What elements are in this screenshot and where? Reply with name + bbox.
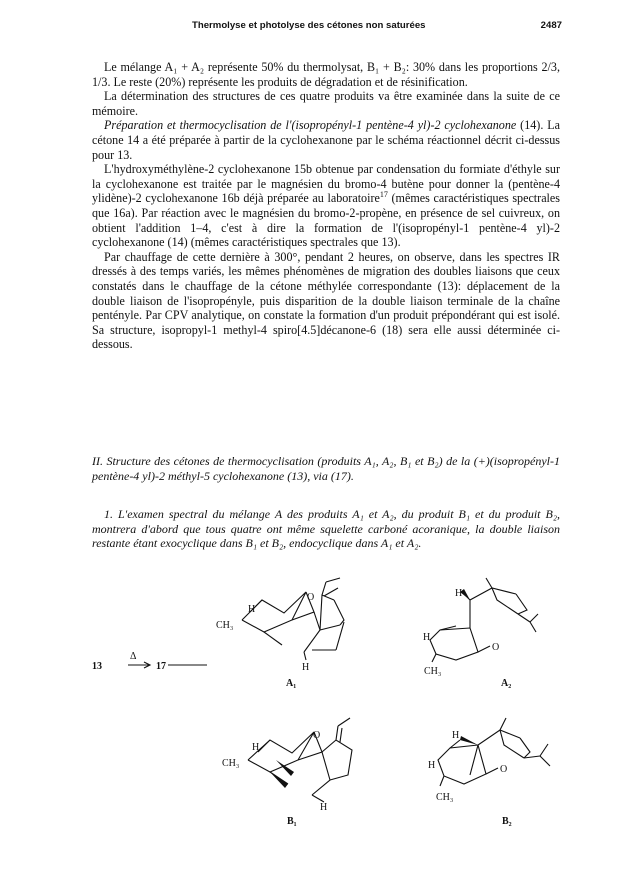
synthesis-text-a: L'hydroxyméthylène-2 cyclohexanone 15b obtenue par condensation du formiate d'éthyle sur la cyclohexanone est traitée par le magnésien du bromo-4 butène pour donner la (pentène-4 ylidène)-2 cyclohexanone 16b déjà préparée au laboratoire <box>92 162 560 206</box>
a2-product-label: A₂ <box>501 678 512 689</box>
a1-ch3-label: CH₃ <box>216 620 234 631</box>
a2-h2-label: H <box>423 632 431 643</box>
a2-h-label: H <box>455 588 463 599</box>
section-text: 1. L'examen spectral du mélange A des produits A₁ et A₂, du produit B₁ et du produit B₂, montrera d'abord que tous quatre ont même squelette carboné acoranique, la double liaison restante étant exocyclique dans B₁ et B₂, endocyclique dans A₁ et A₂. <box>92 507 560 551</box>
running-title: Thermolyse et photolyse des cétones non saturées <box>192 20 426 31</box>
a2-o-label: O <box>492 642 500 653</box>
compound-17-label: 17 <box>156 661 166 672</box>
heat-symbol: Δ <box>130 651 137 662</box>
b1-ch3-label: CH₃ <box>222 758 240 769</box>
a1-o-label: O <box>307 592 315 603</box>
b1-product-label: B₁ <box>287 816 297 827</box>
paragraph-synthesis <box>92 162 560 250</box>
b2-ch3-label: CH₃ <box>436 792 454 803</box>
stereo-wedge-b2 <box>460 736 478 745</box>
a1-h-label: H <box>248 604 256 615</box>
b1-h2-label: H <box>320 802 328 813</box>
paragraph-preparation <box>92 118 560 162</box>
b1-o-label: O <box>313 730 321 741</box>
molecule-a2 <box>430 578 538 662</box>
b1-h-label: H <box>252 742 260 753</box>
b2-h-label: H <box>452 730 460 741</box>
a1-product-label: A₁ <box>286 678 297 689</box>
b2-product-label: B₂ <box>502 816 512 827</box>
preparation-title: Préparation et thermocyclisation de l'(isopropényl-1 pentène-4 yl)-2 cyclohexanone <box>104 118 517 133</box>
synthesis-text-b: (mêmes caractéristiques spectrales que 16a). Par réaction avec le magnésien du bromo-2-propène, en présence de sel cuivreux, on obtient l'addition 1–4, c'est à dire la formation de l'(isopropényl-1 pentène-4 yl)-2 cyclohexanone (14) (mêmes caractéristiques spectrales que 13). <box>92 191 560 250</box>
molecule-b2 <box>438 718 550 786</box>
stereo-wedge-a1 <box>270 772 288 788</box>
reaction-scheme <box>0 570 625 893</box>
preparation-text: (14). La cétone 14 a été préparée à partir de la cyclohexanone par le schéma réactionnel décrit ci-dessus pour 13. <box>92 118 560 162</box>
section-heading: II. Structure des cétones de thermocyclisation (produits A₁, A₂, B₁ et B₂) de la (+)(isopropényl-1 pentène-4 yl)-2 méthyl-5 cyclohexanone (13), via (17). <box>92 454 560 483</box>
compound-13-label: 13 <box>92 661 102 672</box>
molecule-b1 <box>248 718 352 802</box>
molecule-a1 <box>242 578 344 660</box>
reference-superscript: 17 <box>379 190 388 200</box>
b2-o-label: O <box>500 764 508 775</box>
b2-h2-label: H <box>428 760 436 771</box>
paragraph-mixture-ratio: Le mélange A₁ + A₂ représente 50% du thermolysat, B₁ + B₂: 30% dans les proportions 2/3, 1/3. Le reste (20%) représente les produits de dégradation et de résinification. <box>92 60 560 89</box>
body-text <box>92 60 560 352</box>
paragraph-heating: Par chauffage de cette dernière à 300°, pendant 2 heures, on observe, dans les spectres IR dressés à des temps variés, les mêmes phénomènes de migration des doubles liaisons que ceux constatés dans le chauffage de la cétone méthylée correspondante (13): déplacement de la double liaison de l'isopropényle, puis disparition de la double liaison terminale de la chaîne pentényle. Par CPV analytique, on constate la formation d'un produit prépondérant qui est isolé. Sa structure, isopropyl-1 methyl-4 spiro[4.5]décanone-6 (18) sera elle aussi déterminée ci-dessous. <box>92 249 560 352</box>
page-number: 2487 <box>540 20 562 31</box>
reaction-scheme-svg <box>0 570 625 893</box>
paragraph-structure-determination: La détermination des structures de ces quatre produits va être examinée dans la suite de ce mémoire. <box>92 89 560 118</box>
a2-ch3-label: CH₃ <box>424 666 442 677</box>
a1-h2-label: H <box>302 662 310 673</box>
